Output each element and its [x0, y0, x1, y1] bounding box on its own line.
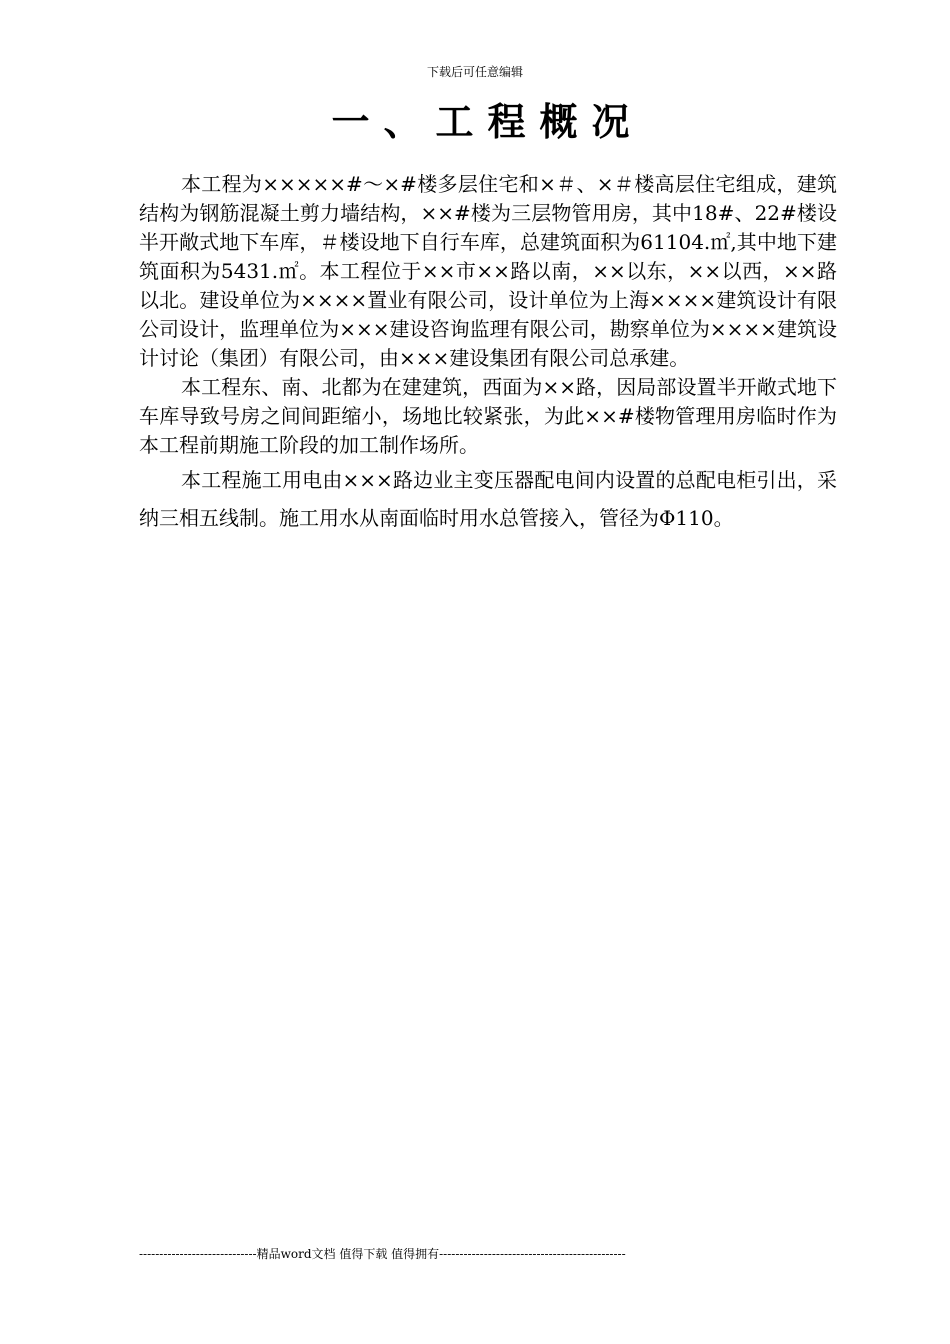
header-note: 下载后可任意编辑 — [426, 65, 523, 79]
paragraph-project-overview: 本工程为×××××#～×#楼多层住宅和×＃、×＃楼高层住宅组成，建筑结构为钢筋混凝土剪力墙结构，××#楼为三层物管用房，其中18#、22#楼设半开敞式地下车库，＃楼设地下自行车库，总建筑面积为61104.㎡,其中地下建筑面积为5431.㎡。本工程位于××市××路以南，××以东，××以西，××路以北。建设单位为××××置业有限公司，设计单位为上海××××建筑设计有限公司设计，监理单位为×××建设咨询监理有限公司，勘察单位为××××建筑设计讨论（集团）有限公司，由×××建设集团有限公司总承建。 — [139, 172, 837, 370]
paragraph-utilities: 本工程施工用电由×××路边业主变压器配电间内设置的总配电柜引出，采纳三相五线制。施工用水从南面临时用水总管接入，管径为Φ110。 — [139, 468, 837, 530]
paragraph-site-surroundings: 本工程东、南、北都为在建建筑，西面为××路，因局部设置半开敞式地下车库导致号房之间间距缩小，场地比较紧张，为此××#楼物管理用房临时作为本工程前期施工阶段的加工制作场所。 — [139, 375, 837, 457]
document-body — [139, 170, 837, 537]
footer-text: -----------------------------精品word文档 值得下载 值得拥有---------------------------------------------- — [139, 1247, 626, 1261]
document-title: 一、工程概况 — [331, 100, 644, 144]
